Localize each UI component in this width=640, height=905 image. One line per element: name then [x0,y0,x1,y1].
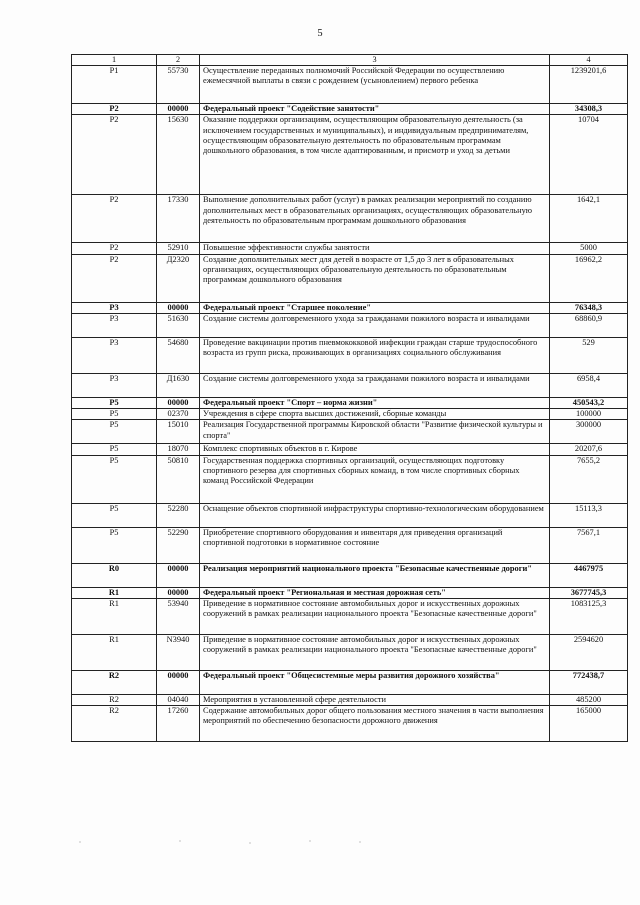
cell-item-code: 00000 [157,397,200,408]
cell-description: Комплекс спортивных объектов в г. Кирове [200,444,550,455]
cell-description: Государственная поддержка спортивных организаций, осуществляющих подготовку спортивного резерва для спортивных сборных команд, в том числе спортивных сборных команд Российской Федерации [200,455,550,503]
cell-section-code: P3 [72,337,157,373]
table-row [72,313,628,337]
table-row [72,66,628,104]
cell-item-code: Д1630 [157,373,200,397]
table-body [72,66,628,742]
cell-section-code: P5 [72,455,157,503]
column-header: 4 [550,55,628,66]
cell-description: Приведение в нормативное состояние автомобильных дорог и искусственных дорожных сооружений в рамках реализации национального проекта "Безопасные качественные дороги" [200,598,550,634]
cell-description: Учреждения в сфере спорта высших достижений, сборные команды [200,409,550,420]
cell-amount: 16962,2 [550,254,628,302]
cell-amount: 7655,2 [550,455,628,503]
table-row [72,527,628,563]
cell-item-code: 00000 [157,563,200,587]
cell-section-code: R2 [72,670,157,694]
cell-description: Федеральный проект "Региональная и местная дорожная сеть" [200,587,550,598]
cell-item-code: 00000 [157,587,200,598]
cell-item-code: 17260 [157,706,200,742]
cell-description: Федеральный проект "Старшее поколение" [200,302,550,313]
cell-section-code: P5 [72,527,157,563]
cell-description: Повышение эффективности службы занятости [200,243,550,254]
cell-description: Оснащение объектов спортивной инфраструктуры спортивно-технологическим оборудованием [200,503,550,527]
cell-description: Приобретение спортивного оборудования и инвентаря для приведения организаций спортивной подготовки в нормативное состояние [200,527,550,563]
cell-amount: 34308,3 [550,104,628,115]
table-row [72,670,628,694]
table-row [72,337,628,373]
cell-item-code: 00000 [157,670,200,694]
column-header: 2 [157,55,200,66]
cell-section-code: R1 [72,598,157,634]
column-header: 1 [72,55,157,66]
cell-section-code: P2 [72,254,157,302]
cell-item-code: 53940 [157,598,200,634]
cell-amount: 20207,6 [550,444,628,455]
cell-description: Федеральный проект "Содействие занятости" [200,104,550,115]
cell-item-code: N3940 [157,634,200,670]
cell-amount: 3677745,3 [550,587,628,598]
cell-description: Реализация Государственной программы Кировской области "Развитие физической культуры и спорта" [200,420,550,444]
cell-description: Проведение вакцинации против пневмококковой инфекции граждан старше трудоспособного возраста из групп риска, проживающих в организациях социального обслуживания [200,337,550,373]
table-row [72,503,628,527]
cell-amount: 1239201,6 [550,66,628,104]
cell-section-code: P1 [72,66,157,104]
cell-item-code: 54680 [157,337,200,373]
table-row [72,587,628,598]
cell-amount: 76348,3 [550,302,628,313]
cell-description: Создание дополнительных мест для детей в возрасте от 1,5 до 3 лет в образовательных организациях, осуществляющих образовательную деятельность по образовательным программам дошкольного образования [200,254,550,302]
cell-description: Федеральный проект "Общесистемные меры развития дорожного хозяйства" [200,670,550,694]
cell-amount: 2594620 [550,634,628,670]
cell-amount: 5000 [550,243,628,254]
cell-item-code: 55730 [157,66,200,104]
cell-item-code: 51630 [157,313,200,337]
cell-description: Приведение в нормативное состояние автомобильных дорог и искусственных дорожных сооружений в рамках реализации национального проекта "Безопасные качественные дороги" [200,634,550,670]
cell-description: Создание системы долговременного ухода за гражданами пожилого возраста и инвалидами [200,313,550,337]
cell-section-code: P2 [72,195,157,243]
table-row [72,706,628,742]
cell-description: Реализация мероприятий национального проекта "Безопасные качественные дороги" [200,563,550,587]
cell-description: Создание системы долговременного ухода за гражданами пожилого возраста и инвалидами [200,373,550,397]
cell-description: Оказание поддержки организациям, осуществляющим образовательную деятельность (за исключением государственных и муниципальных), и индивидуальным предпринимателям, осуществляющим образовательную деятельность по образовательным программам дошкольного образования, в том числе адаптированным, и присмотр и уход за детьми [200,115,550,195]
table-row [72,104,628,115]
cell-amount: 6958,4 [550,373,628,397]
cell-amount: 1642,1 [550,195,628,243]
cell-item-code: 00000 [157,104,200,115]
cell-section-code: P5 [72,420,157,444]
table-row [72,115,628,195]
cell-amount: 68860,9 [550,313,628,337]
cell-item-code: 50810 [157,455,200,503]
cell-section-code: P2 [72,104,157,115]
cell-item-code: 17330 [157,195,200,243]
table-row [72,302,628,313]
table-row [72,409,628,420]
cell-section-code: P3 [72,313,157,337]
cell-amount: 100000 [550,409,628,420]
cell-description: Осуществление переданных полномочий Российской Федерации по осуществлению ежемесячной выплаты в связи с рождением (усыновлением) первого ребенка [200,66,550,104]
cell-amount: 772438,7 [550,670,628,694]
cell-amount: 4467975 [550,563,628,587]
cell-description: Федеральный проект "Спорт – норма жизни" [200,397,550,408]
cell-item-code: 52280 [157,503,200,527]
budget-table [71,54,628,742]
cell-amount: 7567,1 [550,527,628,563]
table-row [72,373,628,397]
scan-speckles [60,838,440,848]
table-row [72,563,628,587]
table-row [72,455,628,503]
table-row [72,195,628,243]
cell-description: Мероприятия в установленной сфере деятельности [200,694,550,705]
cell-amount: 529 [550,337,628,373]
cell-section-code: P2 [72,115,157,195]
cell-amount: 1083125,3 [550,598,628,634]
cell-amount: 165000 [550,706,628,742]
table-row [72,598,628,634]
cell-section-code: P5 [72,503,157,527]
table-row [72,254,628,302]
cell-item-code: 00000 [157,302,200,313]
cell-section-code: R1 [72,634,157,670]
page-number: 5 [317,28,323,39]
cell-amount: 10704 [550,115,628,195]
cell-amount: 15113,3 [550,503,628,527]
cell-section-code: P3 [72,373,157,397]
cell-section-code: P2 [72,243,157,254]
cell-item-code: Д2320 [157,254,200,302]
cell-item-code: 52290 [157,527,200,563]
cell-section-code: P3 [72,302,157,313]
table-row [72,444,628,455]
cell-section-code: P5 [72,444,157,455]
cell-section-code: R2 [72,694,157,705]
cell-item-code: 15010 [157,420,200,444]
cell-amount: 300000 [550,420,628,444]
cell-item-code: 02370 [157,409,200,420]
cell-item-code: 15630 [157,115,200,195]
cell-amount: 485200 [550,694,628,705]
cell-amount: 450543,2 [550,397,628,408]
cell-section-code: P5 [72,409,157,420]
cell-description: Выполнение дополнительных работ (услуг) в рамках реализации мероприятий по созданию дополнительных мест в образовательных организациях, осуществляющих образовательную деятельность по образовательным программам дошкольного образования [200,195,550,243]
table-row [72,634,628,670]
cell-section-code: R1 [72,587,157,598]
table-row [72,243,628,254]
cell-section-code: P5 [72,397,157,408]
cell-description: Содержание автомобильных дорог общего пользования местного значения в части выполнения мероприятий по обеспечению безопасности дорожного движения [200,706,550,742]
table-row [72,694,628,705]
column-header: 3 [200,55,550,66]
cell-item-code: 04040 [157,694,200,705]
table-header-row [72,55,628,66]
table-row [72,420,628,444]
cell-item-code: 52910 [157,243,200,254]
cell-item-code: 18070 [157,444,200,455]
table-row [72,397,628,408]
cell-section-code: R0 [72,563,157,587]
cell-section-code: R2 [72,706,157,742]
